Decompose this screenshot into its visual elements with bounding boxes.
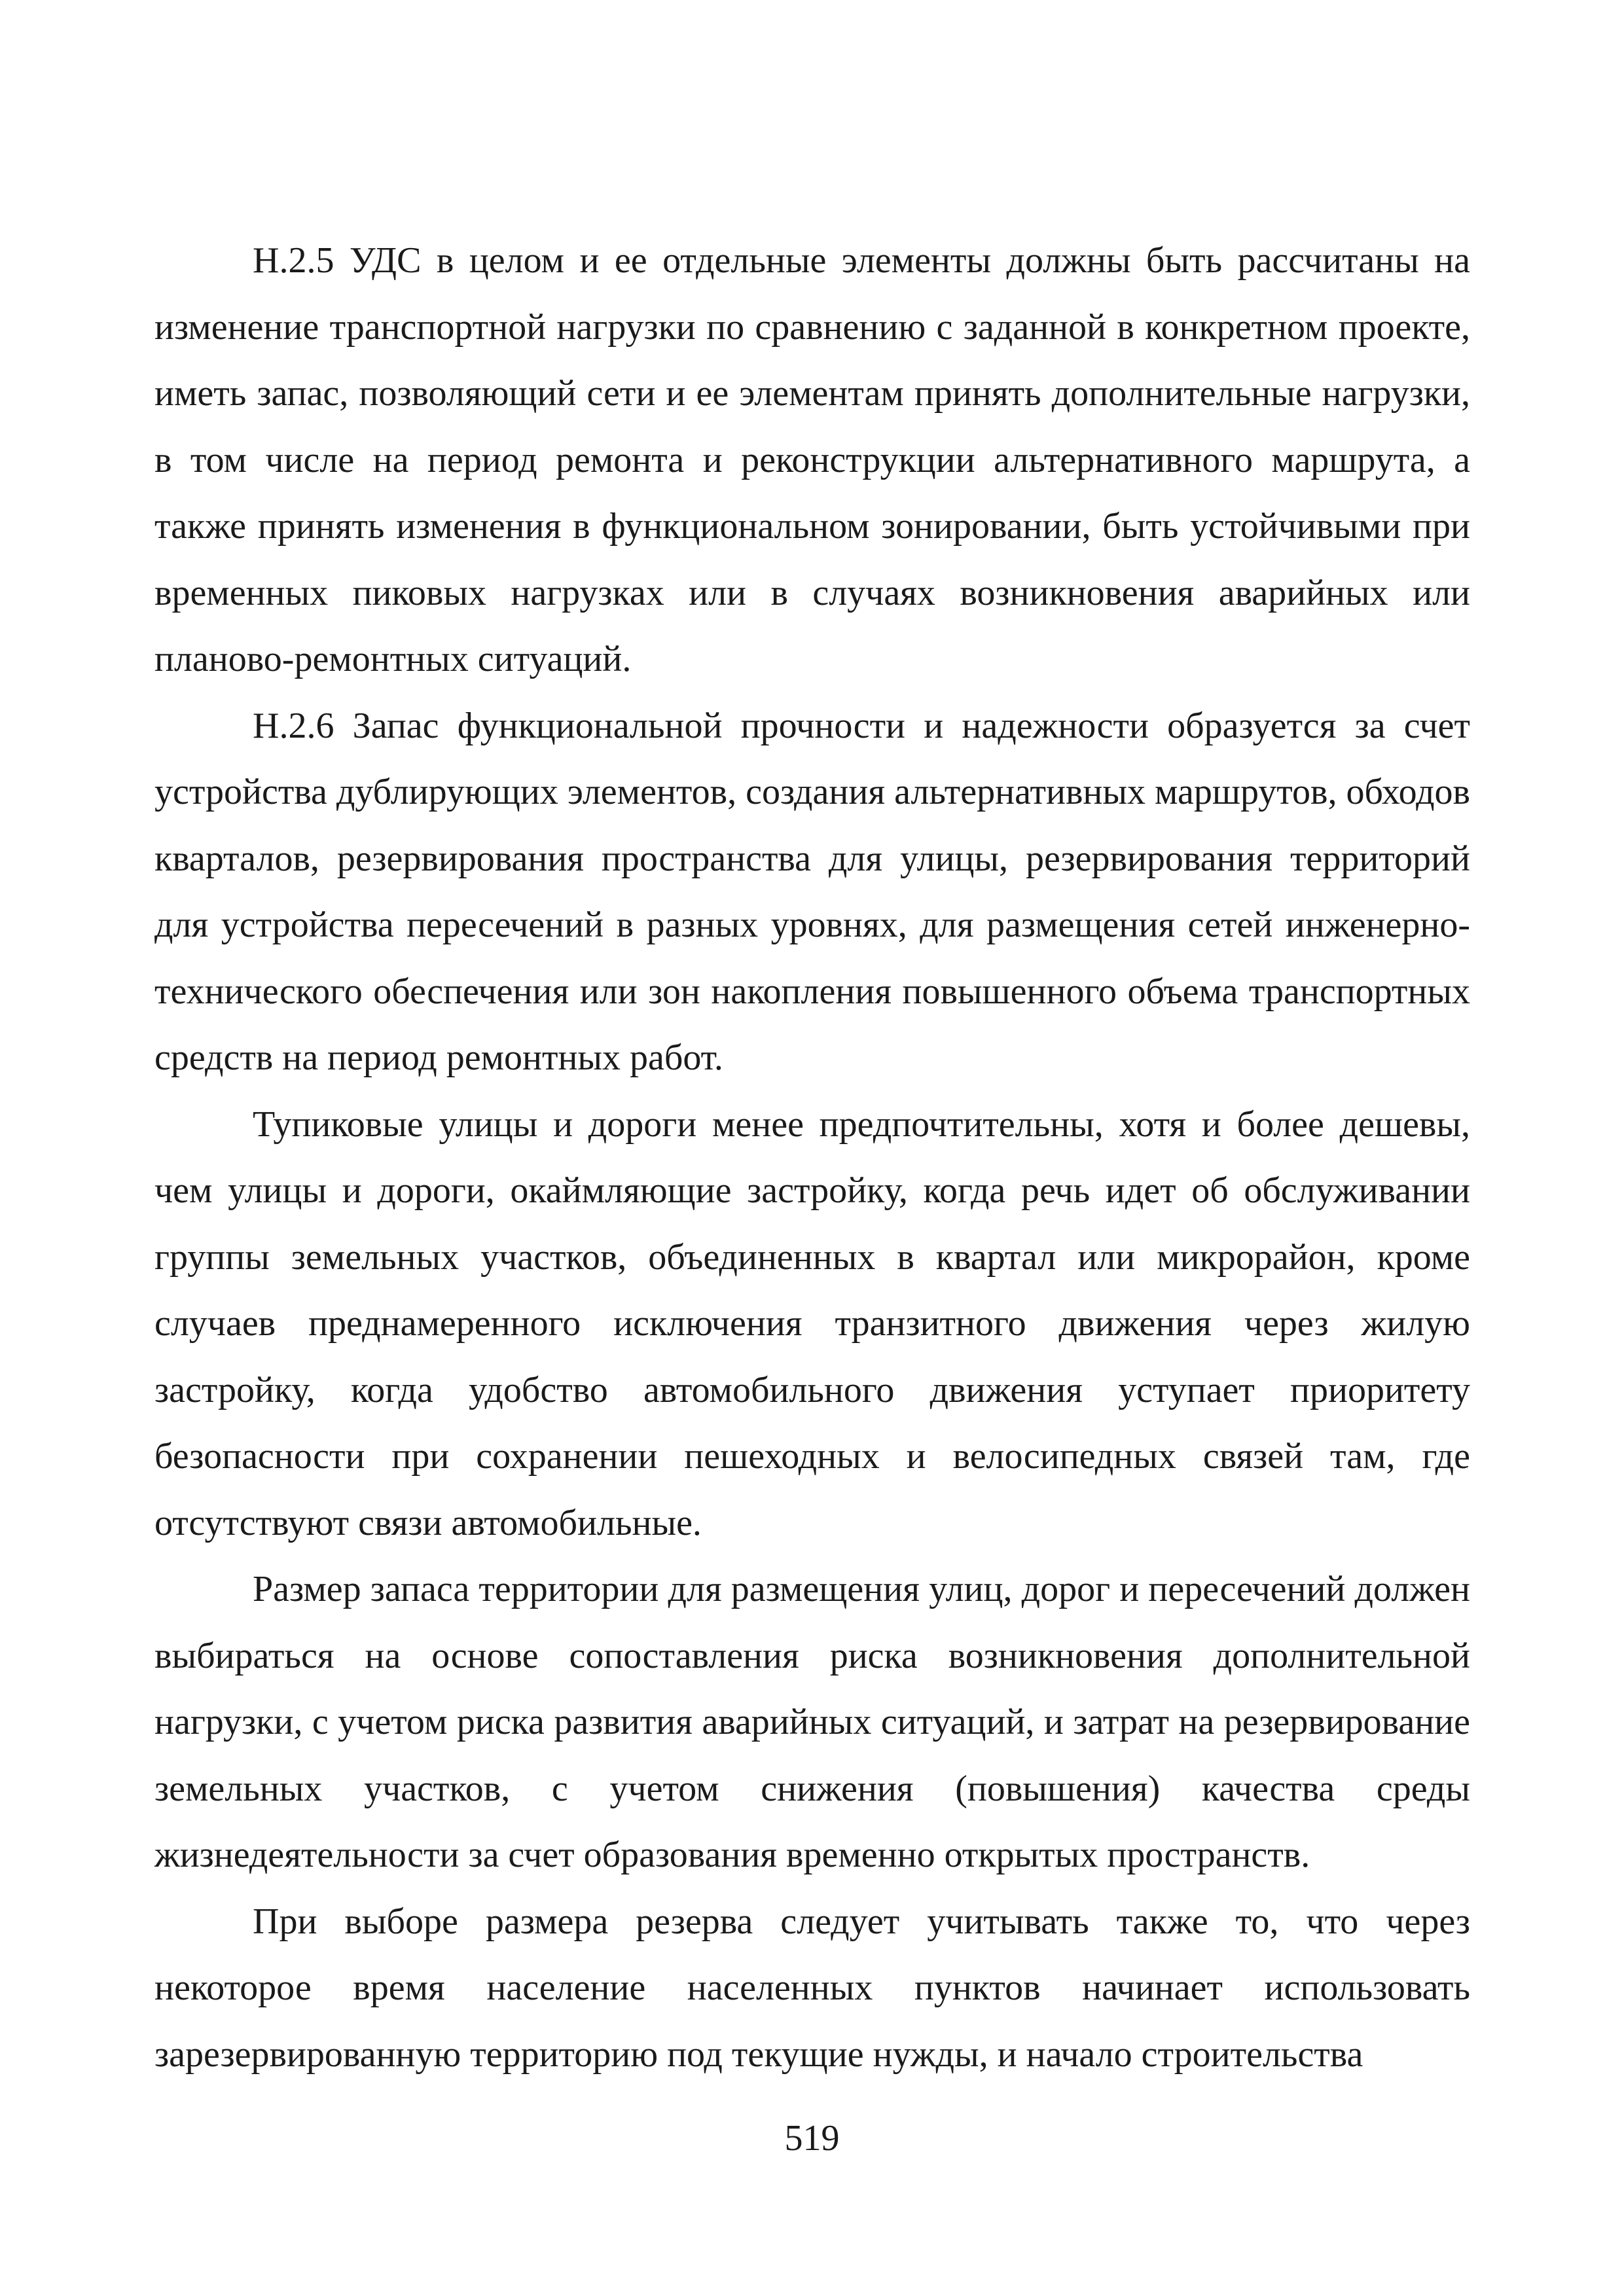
paragraph-dead-end-streets: Тупиковые улицы и дороги менее предпочтительны, хотя и более дешевы, чем улицы и дороги, окаймляющие застройку, когда речь идет об обслуживании группы земельных участков, объединенных в квартал или микрорайон, кроме случаев преднамеренного исключения транзитного движения через жилую застройку, когда удобство автомобильного движения уступает приоритету безопасности при сохранении пешеходных и велосипедных связей там, где отсутствуют связи автомобильные. [154, 1103, 1470, 1543]
paragraph-h-2-6: Н.2.6 Запас функциональной прочности и надежности образуется за счет устройства дублирующих элементов, создания альтернативных маршрутов, обходов кварталов, резервирования пространства для улицы, резервирования территорий для устройства пересечений в разных уровнях, для размещения сетей инженерно-технического обеспечения или зон накопления повышенного объема транспортных средств на период ремонтных работ. [154, 705, 1470, 1078]
body-text [154, 228, 1470, 2088]
paragraph-h-2-5: Н.2.5 УДС в целом и ее отдельные элементы должны быть рассчитаны на изменение транспортной нагрузки по сравнению с заданной в конкретном проекте, иметь запас, позволяющий сети и ее элементам принять дополнительные нагрузки, в том числе на период ремонта и реконструкции альтернативного маршрута, а также принять изменения в функциональном зонировании, быть устойчивыми при временных пиковых нагрузках или в случаях возникновения аварийных или планово-ремонтных ситуаций. [154, 240, 1470, 679]
paragraph-reserve-size: Размер запаса территории для размещения улиц, дорог и пересечений должен выбираться на основе сопоставления риска возникновения дополнительной нагрузки, с учетом риска развития аварийных ситуаций, и затрат на резервирование земельных участков, с учетом снижения (повышения) качества среды жизнедеятельности за счет образования временно открытых пространств. [154, 1569, 1470, 1875]
page-number: 519 [784, 2118, 840, 2159]
paragraph-reserve-choice: При выборе размера резерва следует учитывать также то, что через некоторое время население населенных пунктов начинает использовать зарезервированную территорию под текущие нужды, и начало строительства [154, 1901, 1470, 2075]
